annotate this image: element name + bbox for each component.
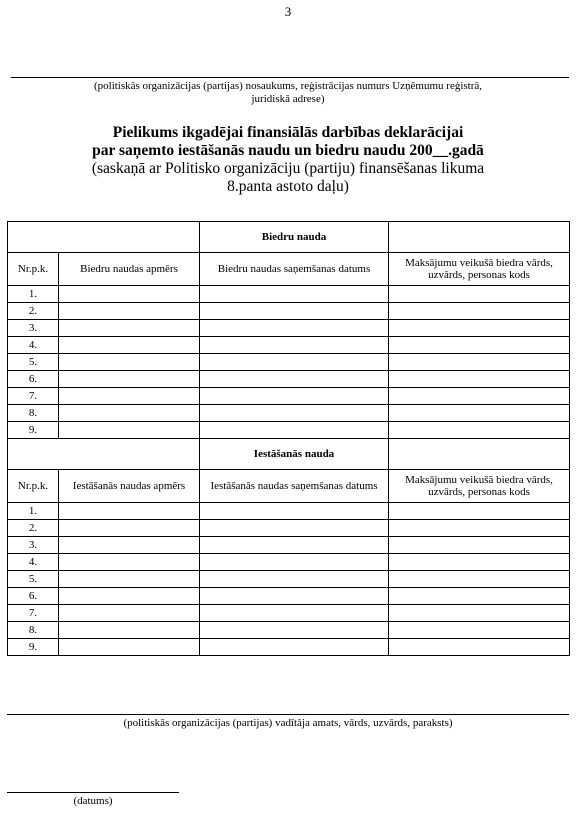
table-row xyxy=(8,503,570,520)
payer-cell[interactable] xyxy=(389,520,570,537)
date-cell[interactable] xyxy=(200,622,389,639)
amount-cell[interactable] xyxy=(59,286,200,303)
blank-cell xyxy=(389,439,570,470)
amount-cell[interactable] xyxy=(59,405,200,422)
row-number: 7. xyxy=(8,388,59,405)
date-cell[interactable] xyxy=(200,605,389,622)
payer-cell[interactable] xyxy=(389,405,570,422)
date-cell[interactable] xyxy=(200,286,389,303)
date-cell[interactable] xyxy=(200,422,389,439)
row-number: 5. xyxy=(8,354,59,371)
table-row xyxy=(8,405,570,422)
date-cell[interactable] xyxy=(200,320,389,337)
date-cell[interactable] xyxy=(200,354,389,371)
date-cell[interactable] xyxy=(200,554,389,571)
row-number: 3. xyxy=(8,537,59,554)
row-number: 2. xyxy=(8,303,59,320)
row-number: 4. xyxy=(8,554,59,571)
amount-cell[interactable] xyxy=(59,622,200,639)
payer-cell[interactable] xyxy=(389,537,570,554)
row-number: 9. xyxy=(8,422,59,439)
table-row xyxy=(8,422,570,439)
date-cell[interactable] xyxy=(200,639,389,656)
date-caption: (datums) xyxy=(73,795,113,807)
table-row xyxy=(8,537,570,554)
table-row xyxy=(8,354,570,371)
row-number: 9. xyxy=(8,639,59,656)
amount-cell[interactable] xyxy=(59,303,200,320)
amount-cell[interactable] xyxy=(59,503,200,520)
amount-cell[interactable] xyxy=(59,422,200,439)
amount-cell[interactable] xyxy=(59,639,200,656)
amount-cell[interactable] xyxy=(59,520,200,537)
title-line4: 8.panta astoto daļu) xyxy=(227,178,349,195)
amount-cell[interactable] xyxy=(59,320,200,337)
row-number: 1. xyxy=(8,286,59,303)
date-cell[interactable] xyxy=(200,571,389,588)
date-cell[interactable] xyxy=(200,388,389,405)
row-number: 7. xyxy=(8,605,59,622)
column-header-amount: Biedru naudas apmērs xyxy=(59,253,200,286)
payer-cell[interactable] xyxy=(389,303,570,320)
payer-cell[interactable] xyxy=(389,388,570,405)
title-line2: par saņemto iestāšanās naudu un biedru naudu 200__.gadā xyxy=(92,142,484,159)
column-header-payer: Maksājumu veikušā biedra vārds, uzvārds, personas kods xyxy=(389,470,570,503)
section-title-entrance-fee: Iestāšanās nauda xyxy=(200,439,389,470)
table-row xyxy=(8,588,570,605)
row-number: 6. xyxy=(8,588,59,605)
column-header-number: Nr.p.k. xyxy=(8,470,59,503)
signature-caption: (politiskās organizācijas (partijas) vadītāja amats, vārds, uzvārds, paraksts) xyxy=(123,717,453,729)
column-header-date: Iestāšanās naudas saņemšanas datums xyxy=(200,470,389,503)
table-row xyxy=(8,337,570,354)
table-row xyxy=(8,622,570,639)
date-cell[interactable] xyxy=(200,503,389,520)
document-title xyxy=(0,124,576,196)
payer-cell[interactable] xyxy=(389,503,570,520)
payer-cell[interactable] xyxy=(389,622,570,639)
payer-cell[interactable] xyxy=(389,554,570,571)
payer-cell[interactable] xyxy=(389,320,570,337)
column-header-payer: Maksājumu veikušā biedra vārds, uzvārds, personas kods xyxy=(389,253,570,286)
payer-cell[interactable] xyxy=(389,286,570,303)
table-row xyxy=(8,388,570,405)
row-number: 6. xyxy=(8,371,59,388)
amount-cell[interactable] xyxy=(59,337,200,354)
payer-cell[interactable] xyxy=(389,639,570,656)
signature-line[interactable] xyxy=(7,714,569,715)
date-cell[interactable] xyxy=(200,337,389,354)
date-cell[interactable] xyxy=(200,588,389,605)
date-cell[interactable] xyxy=(200,371,389,388)
table-row xyxy=(8,605,570,622)
table-row xyxy=(8,286,570,303)
payer-cell[interactable] xyxy=(389,605,570,622)
blank-cell xyxy=(389,222,570,253)
org-caption xyxy=(0,80,576,106)
amount-cell[interactable] xyxy=(59,354,200,371)
blank-cell xyxy=(8,439,200,470)
row-number: 5. xyxy=(8,571,59,588)
column-header-number: Nr.p.k. xyxy=(8,253,59,286)
amount-cell[interactable] xyxy=(59,571,200,588)
title-line3: (saskaņā ar Politisko organizāciju (partiju) finansēšanas likuma xyxy=(91,160,485,177)
row-number: 4. xyxy=(8,337,59,354)
blank-cell xyxy=(8,222,200,253)
payer-cell[interactable] xyxy=(389,354,570,371)
date-cell[interactable] xyxy=(200,303,389,320)
row-number: 1. xyxy=(8,503,59,520)
org-caption-line1: (politiskās organizācijas (partijas) nosaukums, reģistrācijas numurs Uzņēmumu reģistrā, xyxy=(93,80,483,92)
table-row xyxy=(8,554,570,571)
row-number: 8. xyxy=(8,405,59,422)
row-number: 2. xyxy=(8,520,59,537)
org-name-line[interactable] xyxy=(11,77,569,78)
table-row xyxy=(8,371,570,388)
amount-cell[interactable] xyxy=(59,537,200,554)
amount-cell[interactable] xyxy=(59,605,200,622)
amount-cell[interactable] xyxy=(59,388,200,405)
amount-cell[interactable] xyxy=(59,588,200,605)
column-header-date: Biedru naudas saņemšanas datums xyxy=(200,253,389,286)
org-caption-line2: juridiskā adrese) xyxy=(251,93,325,105)
section-title-membership-fee: Biedru nauda xyxy=(200,222,389,253)
row-number: 8. xyxy=(8,622,59,639)
payer-cell[interactable] xyxy=(389,422,570,439)
table-row xyxy=(8,320,570,337)
table-row xyxy=(8,520,570,537)
table-row xyxy=(8,571,570,588)
payer-cell[interactable] xyxy=(389,571,570,588)
row-number: 3. xyxy=(8,320,59,337)
date-cell[interactable] xyxy=(200,520,389,537)
amount-cell[interactable] xyxy=(59,554,200,571)
payer-cell[interactable] xyxy=(389,371,570,388)
payer-cell[interactable] xyxy=(389,588,570,605)
page-number: 3 xyxy=(284,4,292,19)
amount-cell[interactable] xyxy=(59,371,200,388)
title-line1: Pielikums ikgadējai finansiālās darbības deklarācijai xyxy=(112,124,464,141)
table-row xyxy=(8,639,570,656)
date-cell[interactable] xyxy=(200,537,389,554)
column-header-amount: Iestāšanās naudas apmērs xyxy=(59,470,200,503)
table-row xyxy=(8,303,570,320)
date-cell[interactable] xyxy=(200,405,389,422)
payer-cell[interactable] xyxy=(389,337,570,354)
date-line[interactable] xyxy=(7,792,179,793)
membership-fee-table xyxy=(7,221,570,656)
